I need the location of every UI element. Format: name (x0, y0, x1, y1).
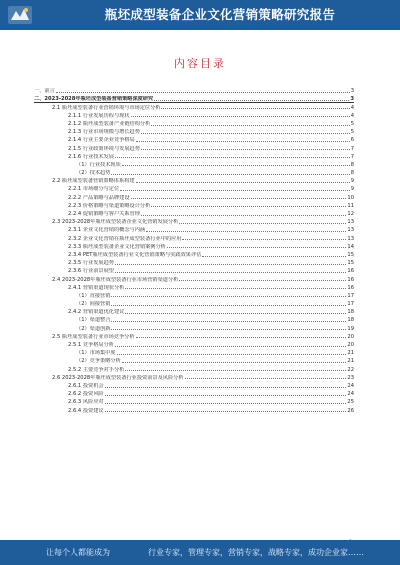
toc-entry[interactable] (34, 323, 354, 331)
toc-entry[interactable] (34, 405, 354, 413)
toc-entry-page: 18 (347, 309, 354, 316)
toc-leader-dots (167, 247, 347, 248)
footer-slogan: 让每个人都能成为 (46, 548, 110, 557)
toc-leader-dots (136, 182, 350, 183)
toc-entry-title: 2.2.1 市场细分与定位 (68, 186, 120, 193)
toc-entry-page: 8 (350, 161, 354, 168)
toc-entry[interactable] (34, 340, 354, 348)
toc-entry-title: 2.2.3 价格策略与渠道策略设计分析 (68, 202, 151, 209)
toc-leader-dots (111, 321, 346, 322)
toc-entry-page: 9 (350, 186, 354, 193)
toc-entry-title: 2.6.3 风险应对 (68, 399, 104, 406)
toc-leader-dots (122, 165, 350, 166)
toc-leader-dots (125, 313, 346, 314)
toc-entry[interactable] (34, 233, 354, 241)
toc-leader-dots (111, 305, 346, 306)
toc-entry-page: 22 (347, 366, 354, 373)
toc-leader-dots (105, 411, 347, 412)
toc-leader-dots (141, 133, 350, 134)
toc-entry-title: 2.3.5 行业发展趋势 (68, 260, 114, 267)
toc-entry[interactable] (34, 192, 354, 200)
toc-leader-dots (115, 272, 346, 273)
toc-entry-page: 9 (350, 178, 354, 185)
toc-entry-page: 25 (347, 399, 354, 406)
toc-leader-dots (125, 370, 346, 371)
toc-leader-dots (105, 395, 347, 396)
toc-leader-dots (105, 403, 347, 404)
toc-entry[interactable] (34, 86, 354, 94)
toc-leader-dots (125, 288, 346, 289)
toc-entry[interactable] (34, 152, 354, 160)
toc-entry-title: 2.3.1 企业文化营销的概念与内涵 (68, 227, 146, 234)
toc-leader-dots (115, 157, 350, 158)
toc-entry[interactable] (34, 176, 354, 184)
toc-entry-page: 7 (350, 153, 354, 160)
toc-entry[interactable] (34, 291, 354, 299)
toc-entry-page: 17 (347, 301, 354, 308)
footer-bar (0, 540, 400, 565)
toc-entry[interactable] (34, 160, 354, 168)
toc-entry-page: 20 (347, 342, 354, 348)
toc-entry-title: 2.2 瓶坯成型装备营销策略体系构建 (52, 178, 135, 185)
toc-entry[interactable] (34, 258, 354, 266)
toc-entry[interactable] (34, 102, 354, 110)
toc-entry-title: 2.1.4 行业主要企业竞争格局 (68, 137, 135, 144)
toc-leader-dots (136, 337, 347, 338)
toc-entry-page: 15 (347, 260, 354, 267)
toc-entry-page: 11 (347, 202, 354, 209)
toc-leader-dots (141, 149, 350, 150)
toc-entry-page: 5 (350, 129, 354, 136)
toc-entry[interactable] (34, 217, 354, 225)
toc-entry-title: 2.1.1 行业发展历程与现状 (68, 112, 130, 119)
toc-entry[interactable] (34, 94, 354, 102)
toc-entry-title: 2.1.6 行业技术发展 (68, 153, 114, 160)
toc-entry[interactable] (34, 389, 354, 397)
toc-entry-page: 21 (347, 350, 354, 357)
toc-entry-page: 16 (347, 268, 354, 275)
toc-entry-page: 8 (350, 170, 354, 177)
toc-leader-dots (115, 346, 346, 347)
toc-entry-page: 4 (350, 112, 354, 119)
toc-entry-page: 15 (347, 251, 354, 258)
toc-leader-dots (151, 206, 346, 207)
toc-entry-page: 24 (347, 391, 354, 398)
toc-entry-page: 26 (347, 407, 354, 414)
company-logo-icon (6, 3, 34, 27)
toc-entry[interactable] (34, 299, 354, 307)
table-of-contents (34, 86, 354, 414)
toc-entry[interactable] (34, 356, 354, 364)
toc-entry-title: 2.2.2 产品策略与品牌建设 (68, 194, 130, 201)
toc-leader-dots (111, 329, 346, 330)
toc-entry-title: （1）渠道整合 (76, 317, 111, 324)
toc-entry-title: （1）直接营销 (76, 292, 111, 299)
toc-entry-page: 3 (350, 88, 354, 95)
toc-entry-page: 14 (347, 243, 354, 250)
toc-entry-page: 18 (347, 317, 354, 324)
toc-entry-title: 一、前言 (34, 88, 55, 95)
toc-entry-page: 6 (350, 137, 354, 144)
toc-entry-title: （1）行业技术现状 (76, 161, 121, 168)
toc-entry-title: 2.6.2 投资风险 (68, 391, 104, 398)
toc-entry[interactable] (34, 348, 354, 356)
toc-entry[interactable] (34, 373, 354, 381)
toc-entry-title: 2.1 瓶坯成型装备行业营销环境与市场定位分析 (52, 104, 161, 111)
toc-leader-dots (111, 296, 346, 297)
toc-entry[interactable] (34, 184, 354, 192)
toc-entry-page: 23 (347, 374, 354, 381)
toc-entry-title: 2.4.2 营销渠道优化建议 (68, 309, 125, 316)
toc-entry[interactable] (34, 274, 354, 282)
toc-entry-title: 2.3.4 PET瓶坯成型装备行业文化营销策略与实践效果评估 (68, 251, 202, 258)
toc-leader-dots (151, 125, 349, 126)
header-bar (0, 0, 400, 30)
toc-entry-title: 2.5 瓶坯成型装备行业市场竞争分析 (52, 333, 135, 340)
toc-entry-title: （2）间接营销 (76, 301, 111, 308)
toc-entry-title: 2.5.1 竞争格局分析 (68, 342, 114, 348)
toc-leader-dots (179, 223, 346, 224)
toc-entry-page: 12 (347, 211, 354, 217)
footer-tagline: 行业专家，管理专家，营销专家，战略专家，成功企业家…… (148, 548, 364, 557)
toc-entry[interactable] (34, 225, 354, 233)
toc-entry-title: （2）技术趋势 (76, 170, 111, 177)
toc-entry[interactable] (34, 209, 354, 217)
toc-entry[interactable] (34, 381, 354, 389)
toc-leader-dots (117, 354, 347, 355)
toc-entry-page: 13 (347, 227, 354, 234)
toc-entry-title: （1）市场集中度 (76, 350, 116, 357)
toc-entry-title: 2.4 2023-2028年瓶坯成型装备行业市场营销渠道分析 (52, 276, 179, 283)
toc-entry-page: 7 (350, 145, 354, 152)
toc-entry-page: 13 (347, 219, 354, 226)
toc-leader-dots (120, 190, 350, 191)
toc-leader-dots (146, 231, 346, 232)
toc-entry-title: （2）渠道创新 (76, 325, 111, 332)
toc-entry[interactable] (34, 332, 354, 340)
toc-entry-page: 4 (350, 104, 354, 111)
toc-entry[interactable] (34, 143, 354, 151)
toc-entry-title: 2.5.2 主要竞争对手分析 (68, 366, 125, 373)
toc-leader-dots (179, 280, 346, 281)
toc-entry[interactable] (34, 315, 354, 323)
toc-entry-page: 10 (347, 194, 354, 201)
toc-entry-page: 17 (347, 292, 354, 299)
toc-entry-title: 2.6.1 投资机会 (68, 382, 104, 389)
toc-entry[interactable] (34, 250, 354, 258)
toc-entry[interactable] (34, 119, 354, 127)
toc-leader-dots (105, 387, 347, 388)
toc-entry-title: 2.6 2023-2028年瓶坯成型装备行业投资前景及风险分析 (52, 374, 184, 381)
toc-leader-dots (136, 141, 350, 142)
toc-entry-title: 二、2023-2028年瓶坯成型装备营销策略深度研究 (34, 96, 154, 103)
toc-entry[interactable] (34, 135, 354, 143)
toc-entry[interactable] (34, 283, 354, 291)
toc-entry[interactable] (34, 364, 354, 372)
toc-entry-title: 2.3.3 瓶坯成型装备企业文化营销案例分析 (68, 243, 166, 250)
toc-leader-dots (141, 215, 346, 216)
toc-heading: 内容目录 (174, 57, 226, 70)
toc-entry-title: 2.4.1 营销渠道现状分析 (68, 284, 125, 291)
toc-entry-page: 5 (350, 120, 354, 127)
toc-entry[interactable] (34, 201, 354, 209)
toc-entry[interactable] (34, 397, 354, 405)
toc-leader-dots (182, 239, 346, 240)
toc-leader-dots (131, 116, 350, 117)
toc-entry-page: 21 (347, 358, 354, 365)
toc-leader-dots (185, 378, 347, 379)
toc-entry[interactable] (34, 111, 354, 119)
toc-entry-page: 13 (347, 235, 354, 242)
report-title: 瓶坯成型装备企业文化营销策略研究报告 (104, 7, 336, 22)
toc-entry[interactable] (34, 242, 354, 250)
toc-leader-dots (115, 264, 346, 265)
toc-entry-page: 3 (350, 96, 354, 103)
toc-entry-title: 2.2.4 促销策略与客户关系管理 (68, 211, 140, 217)
toc-leader-dots (202, 256, 346, 257)
toc-entry-page: 20 (347, 333, 354, 340)
toc-entry-title: （2）竞争策略分析 (76, 358, 121, 365)
toc-entry-title: 2.1.5 行业政策环境与发展趋势 (68, 145, 140, 152)
toc-leader-dots (56, 92, 350, 93)
toc-entry-title: 2.3.2 企业文化营销在瓶坯成型装备行业中的应用 (68, 235, 182, 242)
toc-entry-title: 2.3.6 行业前景展望 (68, 268, 114, 275)
toc-entry-page: 16 (347, 276, 354, 283)
toc-entry-title: 2.6.4 投资建议 (68, 407, 104, 414)
toc-entry[interactable] (34, 127, 354, 135)
toc-entry-page: 24 (347, 382, 354, 389)
toc-leader-dots (161, 108, 349, 109)
toc-entry-page: 16 (347, 284, 354, 291)
toc-entry[interactable] (34, 168, 354, 176)
toc-entry-title: 2.3 2023-2028年瓶坯成型装备企业文化营销发展分析 (52, 219, 179, 226)
toc-entry-title: 2.1.2 瓶坯成型装备产业链结构分析 (68, 120, 151, 127)
toc-entry[interactable] (34, 266, 354, 274)
toc-leader-dots (131, 198, 347, 199)
toc-entry-title: 2.1.3 行业市场规模与增长趋势 (68, 129, 140, 136)
toc-entry-page: 19 (347, 325, 354, 332)
toc-leader-dots (122, 362, 347, 363)
toc-entry[interactable] (34, 307, 354, 315)
toc-leader-dots (111, 174, 349, 175)
toc-leader-dots (154, 100, 349, 101)
